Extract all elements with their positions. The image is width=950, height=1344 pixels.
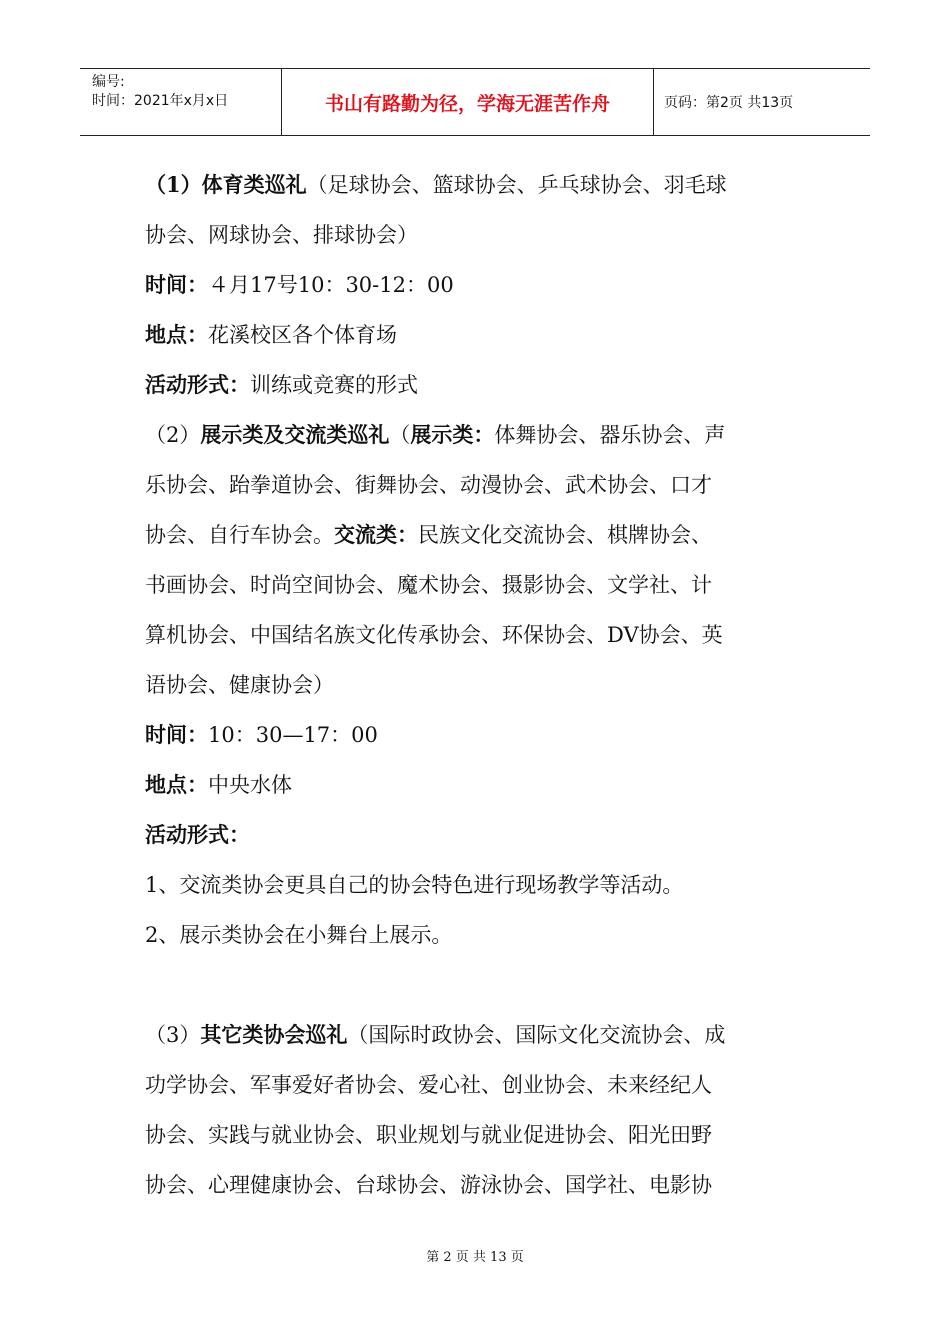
section-2-heading: （2）展示类及交流类巡礼（展示类：体舞协会、器乐协会、声 — [145, 422, 726, 447]
section-1-heading: （1）体育类巡礼（足球协会、篮球协会、乒乓球协会、羽毛球 — [145, 172, 727, 197]
section-1-form: 活动形式：训练或竞赛的形式 — [145, 372, 418, 397]
section-3-desc-line: 协会、实践与就业协会、职业规划与就业促进协会、阳光田野 — [145, 1123, 712, 1147]
section-1-place: 地点：花溪校区各个体育场 — [145, 322, 397, 347]
header-page-number: 页码：第2页 共13页 — [664, 95, 794, 111]
number-label: 编号: — [92, 74, 125, 90]
header-meta-cell — [80, 69, 282, 135]
document-body — [145, 160, 810, 1210]
date-label: 时间：2021年x月x日 — [92, 93, 229, 109]
section-1-time: 时间：４月17号10：30-12：00 — [145, 272, 454, 297]
section-2-desc-line: 协会、自行车协会。交流类：民族文化交流协会、棋牌协会、 — [145, 522, 712, 547]
page-footer: 第 2 页 共 13 页 — [426, 1250, 524, 1265]
section-2-item: 1、交流类协会更具自己的协会特色进行现场教学等活动。 — [145, 873, 684, 897]
spacer — [145, 960, 810, 1010]
section-2-time: 时间：10：30—17：00 — [145, 722, 378, 747]
section-2-desc-line: 书画协会、时尚空间协会、魔术协会、摄影协会、文学社、计 — [145, 573, 712, 597]
section-2-form: 活动形式： — [145, 822, 250, 847]
section-2-desc-line: 乐协会、跆拳道协会、街舞协会、动漫协会、武术协会、口才 — [145, 473, 712, 497]
section-3-heading: （3）其它类协会巡礼（国际时政协会、国际文化交流协会、成 — [145, 1022, 726, 1047]
section-2-desc-line: 算机协会、中国结名族文化传承协会、环保协会、DV协会、英 — [145, 623, 723, 647]
section-3-desc-line: 功学协会、军事爱好者协会、爱心社、创业协会、未来经纪人 — [145, 1073, 712, 1097]
section-1-desc-line: 协会、网球协会、排球协会） — [145, 223, 418, 247]
header-motto: 书山有路勤为径，学海无涯苦作舟 — [282, 69, 654, 135]
section-3-desc-line: 协会、心理健康协会、台球协会、游泳协会、国学社、电影协 — [145, 1173, 712, 1197]
section-2-place: 地点：中央水体 — [145, 772, 292, 797]
section-2-desc-line: 语协会、健康协会） — [145, 673, 334, 697]
document-header — [80, 68, 870, 136]
section-2-item: 2、展示类协会在小舞台上展示。 — [145, 923, 453, 947]
